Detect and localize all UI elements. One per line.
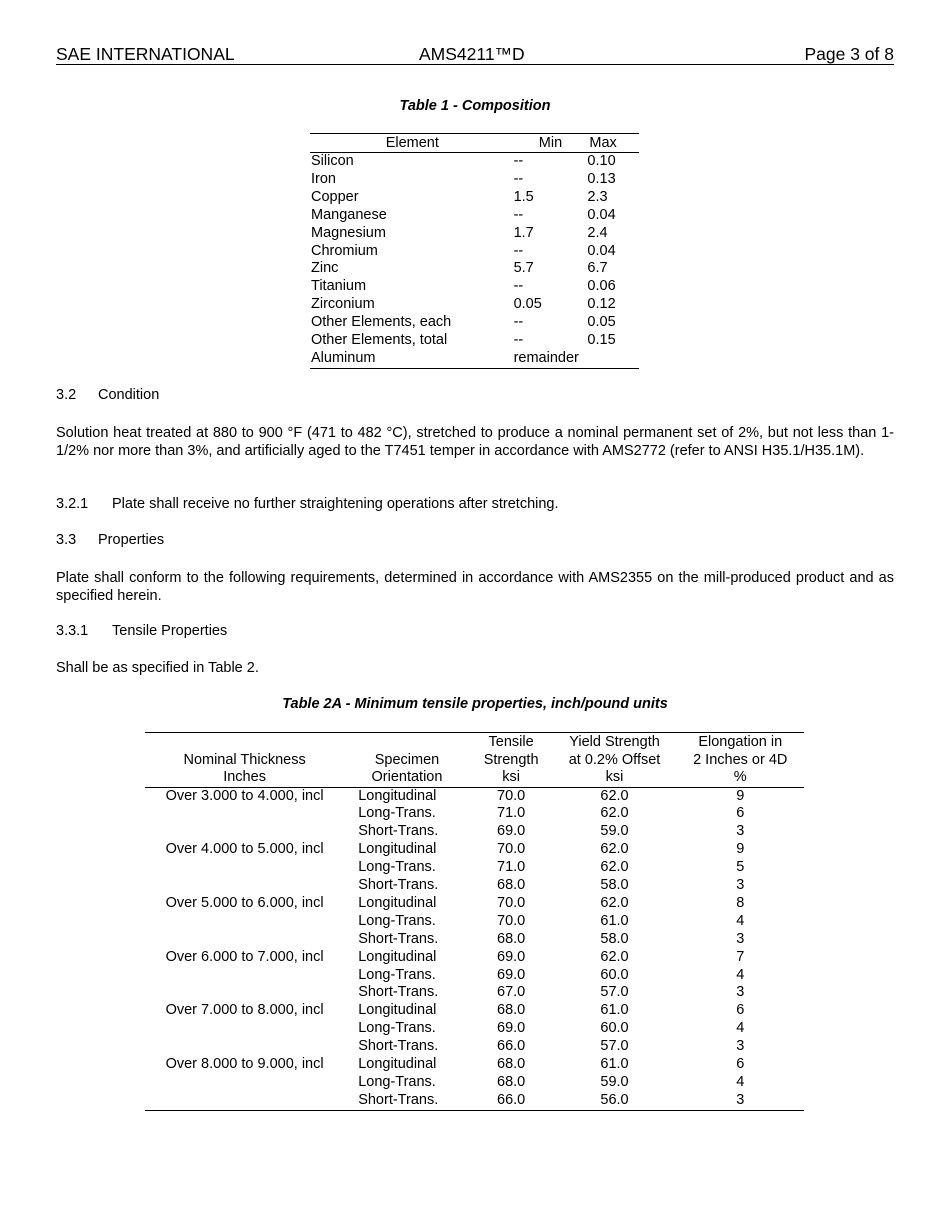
table-row: [145, 1074, 804, 1092]
element-cell: Other Elements, each: [311, 314, 452, 331]
tensile-cell: 70.0: [497, 787, 526, 804]
table-row: [310, 278, 639, 296]
table-row: [310, 171, 639, 189]
section-3-3-1-heading: [56, 623, 227, 639]
thickness-cell: [145, 1074, 344, 1092]
yield-cell: 62.0: [600, 948, 629, 965]
section-title: Properties: [98, 532, 165, 548]
elongation-cell: 7: [736, 948, 745, 965]
page-number: Page 3 of 8: [804, 44, 894, 64]
orientation-cell: Short-Trans.: [358, 1038, 439, 1055]
orientation-cell: Long-Trans.: [358, 912, 436, 929]
min-cell: 1.7: [513, 224, 534, 241]
elongation-cell: 8: [736, 894, 745, 911]
orientation-cell: Short-Trans.: [358, 930, 439, 947]
orientation-cell: Longitudinal: [358, 948, 437, 965]
thickness-cell: [145, 984, 344, 1002]
elongation-cell: 4: [736, 912, 745, 929]
column-header-min: Min: [514, 134, 588, 153]
thickness-cell: [145, 1092, 344, 1110]
section-3-2-1: [56, 496, 559, 512]
thickness-cell: Over 8.000 to 9.000, incl: [165, 1056, 324, 1073]
elongation-cell: 9: [736, 787, 745, 804]
table-row: [145, 913, 804, 931]
min-cell: remainder: [514, 350, 588, 368]
yield-cell: 61.0: [600, 912, 629, 929]
min-cell: --: [513, 242, 524, 259]
table-row: [145, 859, 804, 877]
thickness-cell: [145, 1020, 344, 1038]
table-row: [310, 189, 639, 207]
element-cell: Titanium: [311, 278, 367, 295]
tensile-table-body: [145, 787, 804, 1110]
yield-cell: 56.0: [553, 1092, 677, 1110]
table-row: [145, 1002, 804, 1020]
yield-cell: 61.0: [600, 1002, 629, 1019]
table-row: [145, 805, 804, 823]
elongation-cell: 3: [736, 877, 745, 894]
min-cell: --: [513, 206, 524, 223]
header-line: Inches: [223, 769, 266, 785]
elongation-cell: 5: [736, 859, 745, 876]
element-cell: Manganese: [311, 206, 387, 223]
yield-cell: 62.0: [600, 805, 629, 822]
yield-cell: 60.0: [600, 966, 629, 983]
table-row: [145, 931, 804, 949]
section-title: Condition: [98, 387, 160, 403]
composition-table-body: [310, 153, 639, 369]
element-cell: Other Elements, total: [311, 332, 448, 349]
tensile-cell: 67.0: [497, 984, 526, 1001]
max-cell: 0.15: [587, 332, 616, 349]
section-title: Tensile Properties: [112, 623, 228, 639]
element-cell: Aluminum: [310, 350, 514, 368]
section-number: 3.3: [56, 532, 77, 548]
thickness-cell: Over 6.000 to 7.000, incl: [165, 948, 324, 965]
table-row: [145, 1020, 804, 1038]
max-cell: 2.3: [587, 188, 608, 205]
element-cell: Zinc: [311, 260, 339, 277]
table-row: [145, 823, 804, 841]
orientation-cell: Long-Trans.: [358, 966, 436, 983]
section-number: 3.2: [56, 387, 77, 403]
orientation-cell: Longitudinal: [358, 841, 437, 858]
tensile-cell: 68.0: [497, 1056, 526, 1073]
table-row: [310, 207, 639, 225]
thickness-cell: [145, 859, 344, 877]
column-header-yield: [553, 733, 677, 788]
element-cell: Copper: [311, 188, 359, 205]
table-row: [310, 332, 639, 350]
tensile-cell: 66.0: [470, 1092, 553, 1110]
orientation-cell: Longitudinal: [358, 1056, 437, 1073]
orientation-cell: Short-Trans.: [358, 984, 439, 1001]
max-cell: 0.04: [587, 206, 616, 223]
column-header-max: Max: [587, 134, 639, 153]
yield-cell: 57.0: [600, 1038, 629, 1055]
tensile-cell: 69.0: [497, 966, 526, 983]
thickness-cell: [145, 931, 344, 949]
orientation-cell: Short-Trans.: [344, 1092, 470, 1110]
yield-cell: 62.0: [600, 841, 629, 858]
elongation-cell: 6: [736, 805, 745, 822]
table-row: [145, 895, 804, 913]
table-row: [310, 350, 639, 368]
elongation-cell: 4: [736, 1074, 745, 1090]
orientation-cell: Long-Trans.: [358, 805, 436, 822]
table-row: [145, 984, 804, 1002]
yield-cell: 57.0: [600, 984, 629, 1001]
table-row: [145, 1038, 804, 1056]
composition-table: [310, 133, 639, 369]
table-row: [145, 1092, 804, 1110]
min-cell: --: [513, 153, 524, 169]
orientation-cell: Short-Trans.: [358, 877, 439, 894]
properties-paragraph: Plate shall conform to the following requirements, determined in accordance with AMS2355 on the mill-produced product and as specified herein.: [56, 570, 894, 604]
min-cell: 5.7: [513, 260, 534, 277]
thickness-cell: [145, 913, 344, 931]
table-row: [310, 314, 639, 332]
max-cell: 0.05: [587, 314, 616, 331]
max-cell: 0.04: [587, 242, 616, 259]
section-text: Plate shall receive no further straightening operations after stretching.: [112, 496, 559, 512]
table-row: [145, 841, 804, 859]
tensile-cell: 69.0: [497, 823, 526, 840]
element-cell: Zirconium: [311, 296, 375, 313]
yield-cell: 62.0: [600, 894, 629, 911]
header-line: Elongation in: [698, 734, 783, 750]
tensile-cell: 71.0: [497, 859, 526, 876]
elongation-cell: 9: [736, 841, 745, 858]
header-line: Strength: [483, 751, 539, 768]
table-row: [145, 877, 804, 895]
table2a-caption: Table 2A - Minimum tensile properties, inch/pound units: [282, 696, 668, 712]
header-line: 2 Inches or 4D: [693, 751, 788, 768]
section-number: 3.3.1: [56, 623, 89, 639]
tensile-cell: 69.0: [497, 1020, 526, 1037]
thickness-cell: Over 7.000 to 8.000, incl: [165, 1002, 324, 1019]
tensile-cell: 66.0: [497, 1038, 526, 1055]
table-row: [310, 296, 639, 314]
elongation-cell: 3: [677, 1092, 804, 1110]
element-cell: Silicon: [311, 153, 354, 169]
tensile-cell: 69.0: [497, 948, 526, 965]
condition-paragraph: Solution heat treated at 880 to 900 °F (471 to 482 °C), stretched to produce a nominal permanent set of 2%, but not less than 1-1/2% nor more than 3%, and artificially aged to the T7451 temper in accordance with AMS2772 (refer to ANSI H35.1/H35.1M).: [56, 425, 894, 459]
tensile-reference-text: Shall be as specified in Table 2.: [56, 660, 259, 676]
elongation-cell: 4: [736, 1020, 745, 1037]
tensile-cell: 70.0: [497, 912, 526, 929]
yield-cell: 61.0: [600, 1056, 629, 1073]
yield-cell: 62.0: [600, 859, 629, 876]
section-3-2-heading: [56, 387, 159, 403]
elongation-cell: 4: [736, 966, 745, 983]
thickness-cell: [145, 1038, 344, 1056]
orientation-cell: Long-Trans.: [358, 1074, 436, 1090]
max-cell: 0.13: [587, 170, 616, 187]
max-cell: 6.7: [587, 260, 608, 277]
element-cell: Chromium: [311, 242, 378, 259]
yield-cell: 59.0: [600, 823, 629, 840]
min-cell: --: [513, 314, 524, 331]
header-line: Tensile: [488, 734, 534, 750]
table-header-row: [310, 134, 639, 153]
tensile-properties-table: [145, 732, 804, 1111]
min-cell: --: [513, 170, 524, 187]
header-line: ksi: [502, 769, 520, 785]
tensile-cell: 68.0: [497, 877, 526, 894]
header-line: at 0.2% Offset: [568, 751, 661, 768]
max-cell: 0.12: [587, 296, 616, 313]
min-cell: 0.05: [513, 296, 542, 313]
table1-caption: Table 1 - Composition: [399, 98, 551, 114]
max-cell: 0.06: [587, 278, 616, 295]
org-name: SAE INTERNATIONAL: [56, 44, 235, 64]
yield-cell: 58.0: [600, 930, 629, 947]
column-header-thickness: [145, 733, 344, 788]
thickness-cell: [145, 823, 344, 841]
max-cell: 2.4: [587, 224, 608, 241]
column-header-orientation: [344, 733, 470, 788]
orientation-cell: Short-Trans.: [358, 823, 439, 840]
orientation-cell: Long-Trans.: [358, 859, 436, 876]
table-row: [310, 243, 639, 261]
thickness-cell: Over 5.000 to 6.000, incl: [165, 894, 324, 911]
section-number: 3.2.1: [56, 496, 89, 512]
column-header-tensile: [470, 733, 553, 788]
max-cell: 0.10: [587, 153, 616, 169]
thickness-cell: [145, 967, 344, 985]
column-header-element: Element: [310, 134, 514, 153]
element-cell: Iron: [311, 170, 336, 187]
elongation-cell: 3: [736, 823, 745, 840]
header-line: %: [733, 769, 747, 785]
orientation-cell: Longitudinal: [358, 894, 437, 911]
max-cell: [587, 350, 639, 368]
thickness-cell: Over 4.000 to 5.000, incl: [165, 841, 324, 858]
table-row: [310, 153, 639, 171]
tensile-cell: 68.0: [497, 1002, 526, 1019]
table-row: [310, 225, 639, 243]
tensile-cell: 70.0: [497, 894, 526, 911]
table-header-row: [145, 733, 804, 788]
orientation-cell: Long-Trans.: [358, 1020, 436, 1037]
thickness-cell: [145, 877, 344, 895]
header-line: Specimen: [374, 751, 440, 768]
table-row: [145, 1056, 804, 1074]
min-cell: 1.5: [513, 188, 534, 205]
yield-cell: 58.0: [600, 877, 629, 894]
elongation-cell: 3: [736, 930, 745, 947]
section-3-3-heading: [56, 532, 164, 548]
tensile-cell: 71.0: [497, 805, 526, 822]
min-cell: --: [513, 278, 524, 295]
table-row: [145, 949, 804, 967]
tensile-cell: 68.0: [497, 1074, 526, 1090]
document-number: AMS4211™D: [419, 44, 525, 64]
column-header-elongation: [677, 733, 804, 788]
page-header: [56, 44, 894, 65]
elongation-cell: 6: [736, 1002, 745, 1019]
header-line: ksi: [605, 769, 624, 785]
elongation-cell: 3: [736, 984, 745, 1001]
thickness-cell: [145, 805, 344, 823]
table-row: [310, 260, 639, 278]
header-line: Yield Strength: [569, 734, 660, 750]
yield-cell: 60.0: [600, 1020, 629, 1037]
orientation-cell: Longitudinal: [358, 1002, 437, 1019]
elongation-cell: 3: [736, 1038, 745, 1055]
elongation-cell: 6: [736, 1056, 745, 1073]
orientation-cell: Longitudinal: [358, 787, 437, 804]
table-row: [145, 787, 804, 805]
tensile-cell: 70.0: [497, 841, 526, 858]
tensile-cell: 68.0: [497, 930, 526, 947]
header-line: Nominal Thickness: [183, 751, 306, 768]
thickness-cell: Over 3.000 to 4.000, incl: [165, 787, 324, 804]
element-cell: Magnesium: [311, 224, 386, 241]
yield-cell: 59.0: [600, 1074, 629, 1090]
yield-cell: 62.0: [600, 787, 629, 804]
min-cell: --: [513, 332, 524, 349]
table-row: [145, 967, 804, 985]
header-line: Orientation: [371, 769, 443, 785]
